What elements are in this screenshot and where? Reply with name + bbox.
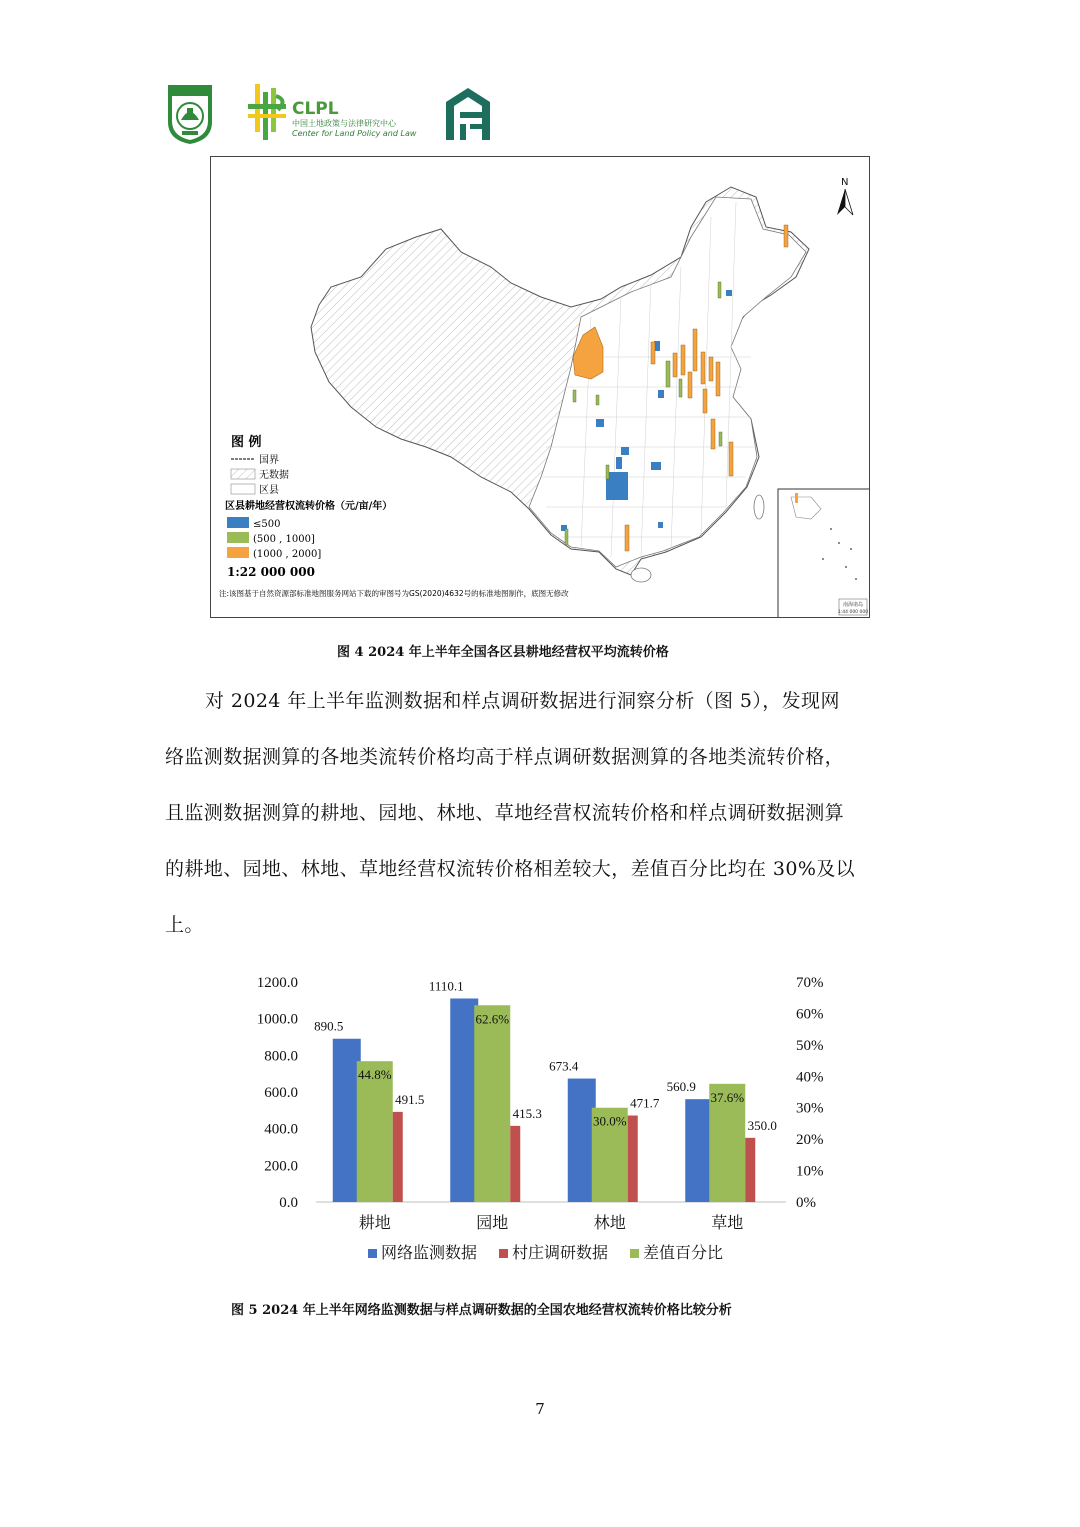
category-label: 草地 <box>711 1215 744 1232</box>
category-label: 林地 <box>593 1215 626 1232</box>
legend-price-title: 区县耕地经营权流转价格（元/亩/年） <box>225 501 393 512</box>
legend-item-county: 区县 <box>259 485 279 496</box>
legend-swatch <box>499 1249 508 1258</box>
data-label: 62.6% <box>475 1011 510 1027</box>
north-label: N <box>841 177 849 188</box>
legend-class-low: ≤500 <box>253 519 281 530</box>
right-axis-tick-label: 10% <box>796 1163 824 1180</box>
data-label: 44.8% <box>357 1067 392 1083</box>
map-canvas <box>211 157 870 618</box>
legend-label: 村庄调研数据 <box>512 1245 609 1262</box>
price-comparison-chart <box>230 962 850 1274</box>
category-label: 园地 <box>476 1215 509 1232</box>
figure4-caption: 图 4 2024 年上半年全国各区县耕地经营权平均流转价格 <box>337 645 669 660</box>
left-axis-tick-label: 0.0 <box>279 1195 298 1211</box>
right-axis-tick-label: 70% <box>796 975 824 991</box>
data-label: 890.5 <box>314 1018 344 1034</box>
paragraph-line-3: 且监测数据测算的耕地、园地、林地、草地经营权流转价格和样点调研数据测算 <box>165 802 845 824</box>
left-axis-tick-label: 1200.0 <box>256 975 298 991</box>
data-label: 560.9 <box>666 1079 696 1095</box>
bar-survey <box>393 1112 403 1202</box>
left-axis-tick-label: 1000.0 <box>256 1011 298 1028</box>
left-axis-tick-label: 600.0 <box>264 1085 298 1101</box>
data-label: 471.7 <box>630 1095 660 1111</box>
legend-class-mid: (500 , 1000] <box>253 534 315 545</box>
bar-survey <box>628 1116 638 1202</box>
data-label: 1110.1 <box>428 978 464 994</box>
bar-monitoring <box>333 1039 361 1202</box>
map-scale: 1:22 000 000 <box>227 565 315 579</box>
legend-title: 图 例 <box>231 435 262 450</box>
paragraph-line-2: 络监测数据测算的各地类流转价格均高于样点调研数据测算的各地类流转价格， <box>165 746 845 768</box>
page-number: 7 <box>535 1400 545 1418</box>
data-label: 37.6% <box>710 1089 745 1105</box>
data-label: 673.4 <box>549 1058 579 1074</box>
north-arrow-icon <box>837 189 853 215</box>
bar-monitoring <box>568 1079 596 1202</box>
data-label: 491.5 <box>395 1091 425 1107</box>
bar-difference <box>474 1005 510 1202</box>
bar-monitoring <box>685 1099 713 1202</box>
clpl-chinese-name: 中国土地政策与法律研究中心 <box>292 119 396 128</box>
legend-swatch <box>368 1249 377 1258</box>
clpl-logo-text <box>292 100 442 140</box>
bar-survey <box>745 1138 755 1202</box>
left-axis-tick-label: 200.0 <box>264 1158 298 1175</box>
institute-logo <box>444 84 492 142</box>
legend-label: 差值百分比 <box>643 1245 724 1262</box>
china-price-map <box>210 156 870 618</box>
legend-swatch <box>630 1249 639 1258</box>
right-axis-tick-label: 30% <box>796 1100 824 1117</box>
clpl-english-name: Center for Land Policy and Law <box>292 129 417 138</box>
bar-monitoring <box>450 998 478 1202</box>
map-note: 注:该图基于自然资源部标准地图服务网站下载的审图号为GS(2020)4632号的标准地图制作，底图无修改 <box>219 589 569 598</box>
inset-scale: 1:44 000 000 <box>837 610 869 615</box>
right-axis-tick-label: 50% <box>796 1037 824 1054</box>
right-axis-tick-label: 40% <box>796 1069 824 1086</box>
legend-class-high: (1000 , 2000] <box>253 549 322 560</box>
inset-label: 南海诸岛 <box>842 602 864 608</box>
right-axis-tick-label: 0% <box>796 1195 816 1211</box>
clpl-name: CLPL <box>292 99 339 119</box>
paragraph-line-1: 对 2024 年上半年监测数据和样点调研数据进行洞察分析（图 5），发现网 <box>205 690 840 712</box>
university-logo <box>165 82 215 146</box>
clpl-logo-mark <box>246 82 288 146</box>
figure5-caption: 图 5 2024 年上半年网络监测数据与样点调研数据的全国农地经营权流转价格比较分析 <box>231 1303 732 1318</box>
data-label: 30.0% <box>592 1113 627 1129</box>
chart-legend <box>368 1243 723 1262</box>
legend-label: 网络监测数据 <box>381 1245 478 1262</box>
legend-item-nodata: 无数据 <box>259 470 289 481</box>
left-axis-tick-label: 800.0 <box>264 1048 298 1065</box>
data-label: 350.0 <box>747 1117 777 1133</box>
bar-survey <box>510 1126 520 1202</box>
category-label: 耕地 <box>358 1215 391 1232</box>
inset-box <box>778 489 870 618</box>
bar-difference <box>357 1061 393 1202</box>
left-axis-tick-label: 400.0 <box>264 1121 298 1138</box>
right-axis-tick-label: 60% <box>796 1006 824 1023</box>
paragraph-line-5: 上。 <box>165 914 204 936</box>
paragraph-line-4: 的耕地、园地、林地、草地经营权流转价格相差较大，差值百分比均在 30%及以 <box>165 858 856 880</box>
data-label: 415.3 <box>512 1105 542 1121</box>
legend-item-border: 国界 <box>259 455 279 466</box>
right-axis-tick-label: 20% <box>796 1132 824 1149</box>
